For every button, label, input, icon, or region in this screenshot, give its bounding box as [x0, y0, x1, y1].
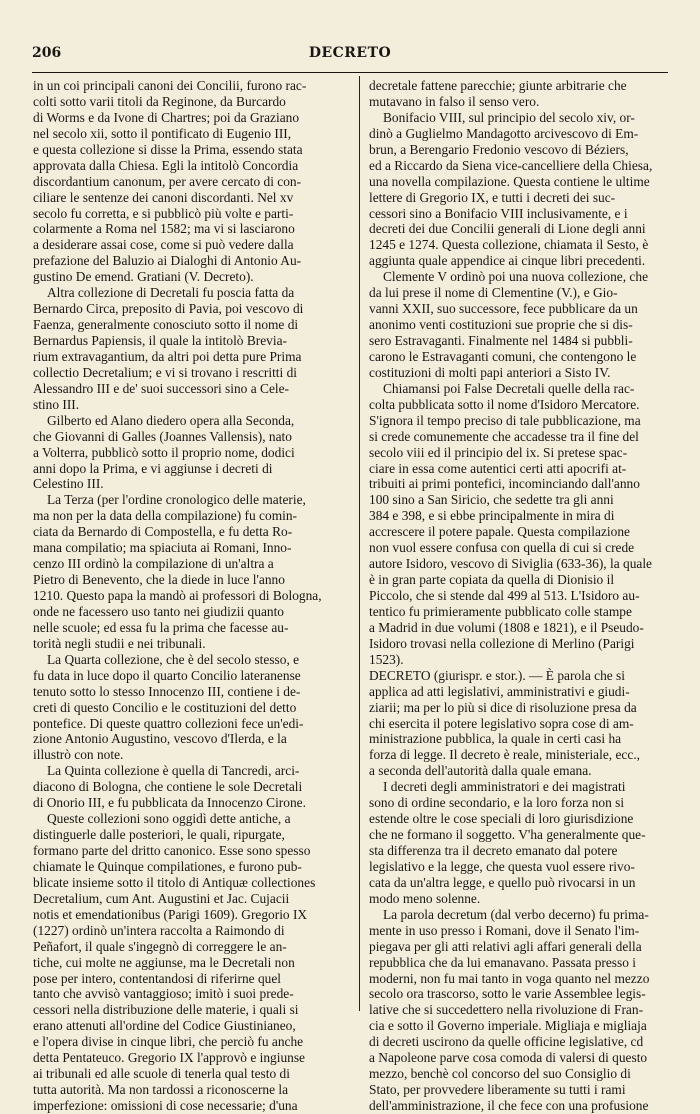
text-line: brun, a Berengario Fredonio vescovo di Béziers,: [369, 141, 629, 157]
text-line: nelle scuole; ed essa fu la prima che facesse au-: [33, 619, 289, 635]
text-line: in un coi principali canoni dei Concilii, furono rac-: [33, 78, 307, 93]
paragraph: [369, 779, 686, 907]
paragraph: [33, 285, 348, 413]
text-line: vanni XXII, suo successore, fece pubblicare da un: [369, 301, 638, 317]
text-line: è in gran parte copiata da quella di Dionisio il: [369, 572, 615, 588]
text-line: cenzo III ordinò la compilazione di un'altra a: [33, 556, 274, 572]
text-line: 384 e 398, e si ebbe principalmente in mira di: [369, 508, 615, 524]
text-line: ciliare le sentenze dei canoni discordanti. Nel xv: [33, 189, 294, 205]
text-line: Chiamansi poi False Decretali quelle della rac-: [383, 380, 635, 396]
text-line: anni dopo la Prima, e vi aggiunse i decreti di: [33, 460, 273, 476]
text-line: sero Estravaganti. Finalmente nel 1484 si pubbli-: [369, 333, 633, 348]
text-line: blicate insieme sotto il titolo di Antiquæ collectiones: [33, 874, 316, 890]
text-line: erano attenuti all'ordine del Codice Giustinianeo,: [33, 1018, 296, 1034]
text-line: Decretalium, cum Ant. Augustini et Jac. Cujacii: [33, 890, 290, 906]
text-line: Bernardus Papiensis, il quale la intitolò Brevia-: [33, 333, 287, 348]
paragraph: [33, 652, 348, 764]
text-line: moderni, non fu mai tanto in voga quanto nel mezzo: [369, 970, 650, 986]
text-line: Faenza, generalmente conosciuto sotto il nome di: [33, 317, 299, 333]
text-line: DECRETO (giurispr. e stor.). — È parola che si: [369, 667, 625, 683]
right-column: [369, 78, 686, 1114]
text-line: piegava per gli atti relativi agli affari generali della: [369, 938, 642, 954]
paragraph: [369, 381, 686, 668]
paragraph: [369, 110, 686, 269]
text-line: mezzo, benchè col concorso del suo Consiglio di: [369, 1066, 631, 1082]
text-line: I decreti degli amministratori e dei magistrati: [383, 779, 626, 795]
paragraph: [33, 763, 348, 811]
text-line: tentico fu primieramente pubblicato colle stampe: [369, 603, 632, 619]
text-line: che ne formano il soggetto. V'ha generalmente que-: [369, 827, 646, 843]
text-line: formano parte del dritto canonico. Esse sono spesso: [33, 843, 311, 858]
text-line: onde ne facessero uso tanto nei giudizii quanto: [33, 603, 285, 619]
text-line: mana compilatio; ma spiaciuta ai Romani, Inno-: [33, 540, 292, 556]
text-line: cata da un'altra legge, e quello può rivocarsi in un: [369, 874, 636, 890]
text-line: secolo viii ed il principio del ix. Si pretese spac-: [369, 444, 628, 460]
text-line: a seconda dell'autorità dalla quale emana.: [369, 763, 592, 779]
text-line: repubblica che da lui emanavano. Passata presso i: [369, 954, 636, 970]
text-line: distinguerle dalle posteriori, le quali, ripurgate,: [33, 827, 285, 843]
text-line: colarmente a Roma nel 1582; ma vi si lasciarono: [33, 221, 295, 237]
text-line: 1523).: [369, 651, 404, 667]
text-line: Isidoro trovasi nella collezione di Merlino (Parigi: [369, 635, 635, 651]
text-line: diacono di Bologna, che contiene le sole Decretali: [33, 779, 303, 795]
text-line: imperfezione: omissioni di cose necessarie; d'una: [33, 1098, 298, 1113]
text-line: a Napoleone parve cosa comoda di valersi di questo: [369, 1050, 648, 1066]
text-line: costituzioni di molti papi anteriori a Sisto IV.: [369, 364, 611, 380]
text-line: mutavano in falso il senso vero.: [369, 93, 540, 109]
text-line: di Worms e da Ivone di Chartres; poi da Graziano: [33, 109, 300, 125]
page-header: [32, 45, 668, 67]
paragraph: [33, 413, 348, 493]
paragraph: [369, 78, 686, 110]
paragraph: [369, 907, 686, 1114]
text-line: decretale fattene parecchie; giunte arbitrarie che: [369, 78, 627, 93]
text-line: a desiderare assai cose, come si può vedere dalla: [33, 237, 294, 253]
text-line: stino III.: [33, 396, 80, 412]
text-line: colti sotto varii titoli da Reginone, da Burcardo: [33, 93, 286, 109]
text-line: secolo fu corretta, e si pubblicò più volte e parti-: [33, 205, 294, 221]
text-line: cia e sotto il Governo imperiale. Migliaja e migliaja: [369, 1018, 647, 1034]
text-line: accrescere il potere papale. Questa compilazione: [369, 524, 630, 540]
text-line: cessori sino a Bonifacio VIII inclusivamente, e i: [369, 205, 628, 221]
text-line: dinò a Guglielmo Mandagotto arcivescovo di Em-: [369, 125, 639, 141]
text-line: anonimo venti costituzioni sue proprie che si dis-: [369, 317, 633, 333]
text-line: ministrazione pubblica, la quale in certi casi ha: [369, 731, 622, 747]
text-line: Bonifacio VIII, sul principio del secolo xiv, or-: [383, 109, 635, 125]
text-line: a Volterra, pubblicò sotto il proprio nome, dodici: [33, 444, 295, 460]
text-line: Peñafort, il quale s'ingegnò di correggere le an-: [33, 938, 287, 954]
text-line: discordantium canonum, per avere cercato di con-: [33, 173, 302, 189]
text-line: Piccolo, che si stende dal 499 al 513. L'Isidoro au-: [369, 588, 640, 603]
header-rule: [32, 72, 668, 73]
text-line: lettere di Gregorio IX, e tutti i decreti dei suc-: [369, 189, 616, 205]
text-line: illustrò con note.: [33, 747, 124, 763]
text-line: Pietro di Benevento, che la diede in luce l'anno: [33, 572, 285, 588]
text-line: autore Isidoro, vescovo di Siviglia (633-36), la quale: [369, 556, 652, 572]
paragraph: [33, 492, 348, 651]
text-line: decreti dei due Concilii generali di Lione degli anni: [369, 221, 646, 237]
text-line: applica ad atti legislativi, amministrativi e giudi-: [369, 683, 630, 699]
text-line: tanto che avvisò vantaggioso; imitò i suoi prede-: [33, 986, 294, 1002]
text-line: colta pubblicata sotto il nome d'Isidoro Mercatore.: [369, 396, 640, 412]
text-line: di Onorio III, e fu pubblicata da Innocenzo Cirone.: [33, 795, 306, 811]
text-line: pontefice. Di queste quattro collezioni fece un'edi-: [33, 715, 304, 731]
text-line: pose per intero, contentandosi di riferirne quel: [33, 970, 282, 986]
text-line: si crede comunemente che accadesse tra il fine del: [369, 428, 639, 444]
paragraph: [33, 811, 348, 1114]
text-line: 1245 e 1274. Questa collezione, chiamata il Sesto, è: [369, 237, 649, 253]
text-line: ma non per la data della compilazione) fu comin-: [33, 508, 297, 524]
left-column: [33, 78, 348, 1114]
text-line: 1210. Questo papa la mandò ai professori di Bologna,: [33, 588, 322, 603]
text-line: tutta autorità. Ma non tardossi a riconoscerne la: [33, 1082, 289, 1098]
text-line: gustino De emend. Gratiani (V. Decreto).: [33, 269, 254, 285]
text-line: La Quarta collezione, che è del secolo stesso, e: [47, 651, 300, 667]
text-line: che Giovanni di Galles (Joannes Vallensis), nato: [33, 428, 292, 444]
text-line: La Quinta collezione è quella di Tancredi, arci-: [47, 763, 300, 779]
text-line: Queste collezioni sono oggidì dette antiche, a: [47, 811, 291, 827]
text-line: prefazione del Baluzio ai Dialoghi di Antonio Au-: [33, 253, 302, 269]
text-line: Altra collezione di Decretali fu poscia fatta da: [47, 285, 295, 301]
text-line: 100 sino a San Siricio, che sedette tra gli anni: [369, 492, 614, 508]
text-line: torità negli studii e nei tribunali.: [33, 635, 206, 651]
paragraph: [369, 668, 686, 780]
text-line: legislativo e la legge, che questa vuol essere rivo-: [369, 858, 635, 874]
column-divider: [359, 76, 360, 1011]
text-line: una novella compilazione. Questa contiene le ultime: [369, 173, 650, 189]
page-number: 206: [32, 45, 62, 61]
text-line: Stato, per provvedere liberamente su tutti i rami: [369, 1082, 626, 1098]
text-line: Clemente V ordinò poi una nuova collezione, che: [383, 269, 649, 285]
text-line: dell'amministrazione, il che fece con una profusione: [369, 1098, 649, 1113]
text-line: modo meno solenne.: [369, 890, 481, 906]
text-line: nel secolo xii, sotto il pontificato di Eugenio III,: [33, 125, 292, 141]
text-line: secolo ora trascorso, sotto le varie Assemblee legis-: [369, 986, 646, 1002]
text-line: ai tribunali ed alle scuole di tenerla qual testo di: [33, 1066, 290, 1082]
text-line: non vuol essere confusa con quella di cui si crede: [369, 540, 635, 556]
paragraph: [33, 78, 348, 285]
text-line: collectio Decretalium; e vi si trovano i rescritti di: [33, 364, 298, 380]
text-line: mente in uso presso i Romani, dove il Senato l'im-: [369, 922, 640, 938]
text-line: Celestino III.: [33, 476, 104, 492]
text-line: ciata da Bernardo di Compostella, e fu detta Ro-: [33, 524, 293, 540]
text-line: a Madrid in due volumi (1808 e 1821), e il Pseudo-: [369, 619, 644, 635]
text-line: ciare in essa come autentici certi atti apocrifi at-: [369, 460, 627, 476]
text-line: La parola decretum (dal verbo decerno) fu prima-: [383, 906, 649, 922]
text-line: zione Antonio Augustino, vescovo d'Ilerda, e la: [33, 731, 287, 747]
text-line: estende oltre le cose speciali di loro giurisdizione: [369, 811, 634, 827]
text-line: di decreti uscirono da quelle officine legislative, cd: [369, 1034, 644, 1050]
text-line: (1227) ordinò un'intera raccolta a Raimondo di: [33, 922, 285, 938]
text-line: lative che si succedettero nella rivoluzione di Fran-: [369, 1002, 644, 1018]
text-line: approvata dalla Chiesa. Egli la intitolò Concordia: [33, 157, 299, 173]
text-line: rium extravagantium, da altri poi detta pure Prima: [33, 348, 302, 364]
text-line: ed a Riccardo da Siena vice-cancelliere della Chiesa,: [369, 157, 653, 173]
text-line: chiamate le Quinque compilationes, e furono pub-: [33, 858, 302, 874]
text-line: e l'opera divise in cinque libri, che perciò fu anche: [33, 1034, 304, 1050]
text-line: Bernardo Circa, preposito di Pavia, poi vescovo di: [33, 301, 304, 317]
text-line: sta differenza tra il decreto emanato dal potere: [369, 843, 618, 858]
text-line: Gilberto ed Alano diedero opera alla Seconda,: [47, 412, 295, 428]
text-line: tribuiti ai primi pontefici, incominciando dall'anno: [369, 476, 640, 492]
text-line: sono di ordine secondario, e la loro forza non si: [369, 795, 625, 811]
text-line: Alessandro III e de' suoi successori sino a Cele-: [33, 380, 290, 396]
paragraph: [369, 269, 686, 381]
text-line: chi esercita il potere legislativo sopra cose di am-: [369, 715, 634, 731]
text-line: La Terza (per l'ordine cronologico delle materie,: [47, 492, 306, 508]
text-line: carono le Estravaganti comuni, che contengono le: [369, 348, 637, 364]
text-line: S'ignora il tempo preciso di tale pubblicazione, ma: [369, 412, 641, 428]
text-line: forza di legge. Il decreto è reale, ministeriale, ecc.,: [369, 747, 641, 763]
text-line: fu data in luce dopo il quarto Concilio lateranense: [33, 667, 301, 683]
running-title: DECRETO: [308, 45, 392, 61]
text-line: notis et emendationibus (Parigi 1609). Gregorio IX: [33, 906, 308, 922]
text-line: creti di questo Concilio e le costituzioni del detto: [33, 699, 297, 715]
text-line: da lui prese il nome di Clementine (V.), e Gio-: [369, 285, 618, 301]
text-line: detta Pentateuco. Gregorio IX l'approvò e ingiunse: [33, 1050, 306, 1066]
text-line: aggiunta quale appendice ai cinque libri precedenti.: [369, 253, 646, 269]
text-line: tenuto sotto lo stesso Innocenzo III, contiene i de-: [33, 683, 301, 699]
text-line: e questa collezione si disse la Prima, essendo stata: [33, 141, 303, 157]
text-line: tiche, cui molte ne aggiunse, ma le Decretali non: [33, 954, 295, 970]
text-line: ziarii; ma per lo più si dice di risoluzione presa da: [369, 699, 637, 715]
text-line: cessori nella distribuzione delle materie, i quali si: [33, 1002, 299, 1018]
